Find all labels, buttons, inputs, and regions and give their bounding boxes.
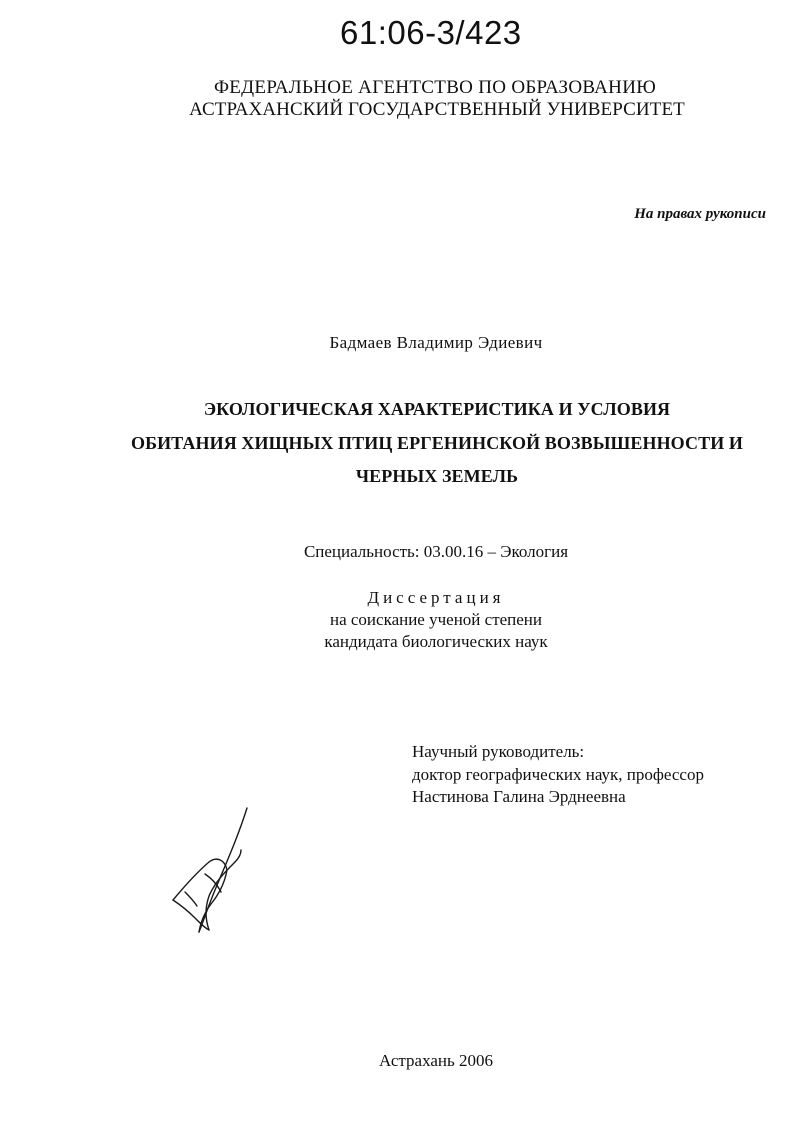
advisor-name: Настинова Галина Эрднеевна [412,787,626,806]
advisor-label: Научный руководитель: [412,742,585,761]
agency-name: ФЕДЕРАЛЬНОЕ АГЕНТСТВО ПО ОБРАЗОВАНИЮ [213,77,657,98]
author-name: Бадмаев Владимир Эдиевич [329,333,543,352]
title-line-2: ОБИТАНИЯ ХИЩНЫХ ПТИЦ ЕРГЕНИНСКОЙ ВОЗВЫШЕННОСТИ И [130,433,744,453]
title-line-3: ЧЕРНЫХ ЗЕМЕЛЬ [355,466,519,486]
dissertation-label: Диссертация [367,588,505,607]
catalog-number: 61:06-3/423 [340,14,522,51]
university-name: АСТРАХАНСКИЙ ГОСУДАРСТВЕННЫЙ УНИВЕРСИТЕТ [189,99,685,120]
advisor-degree: доктор географических наук, профессор [412,765,704,784]
rights-note: На правах рукописи [634,206,766,222]
degree-name: кандидата биологических наук [324,632,548,651]
specialty: Специальность: 03.00.16 – Экология [303,542,569,561]
city-year: Астрахань 2006 [378,1051,493,1070]
handwritten-signature-icon [165,800,265,940]
degree-purpose: на соискание ученой степени [329,610,543,629]
title-line-1: ЭКОЛОГИЧЕСКАЯ ХАРАКТЕРИСТИКА И УСЛОВИЯ [203,399,671,419]
